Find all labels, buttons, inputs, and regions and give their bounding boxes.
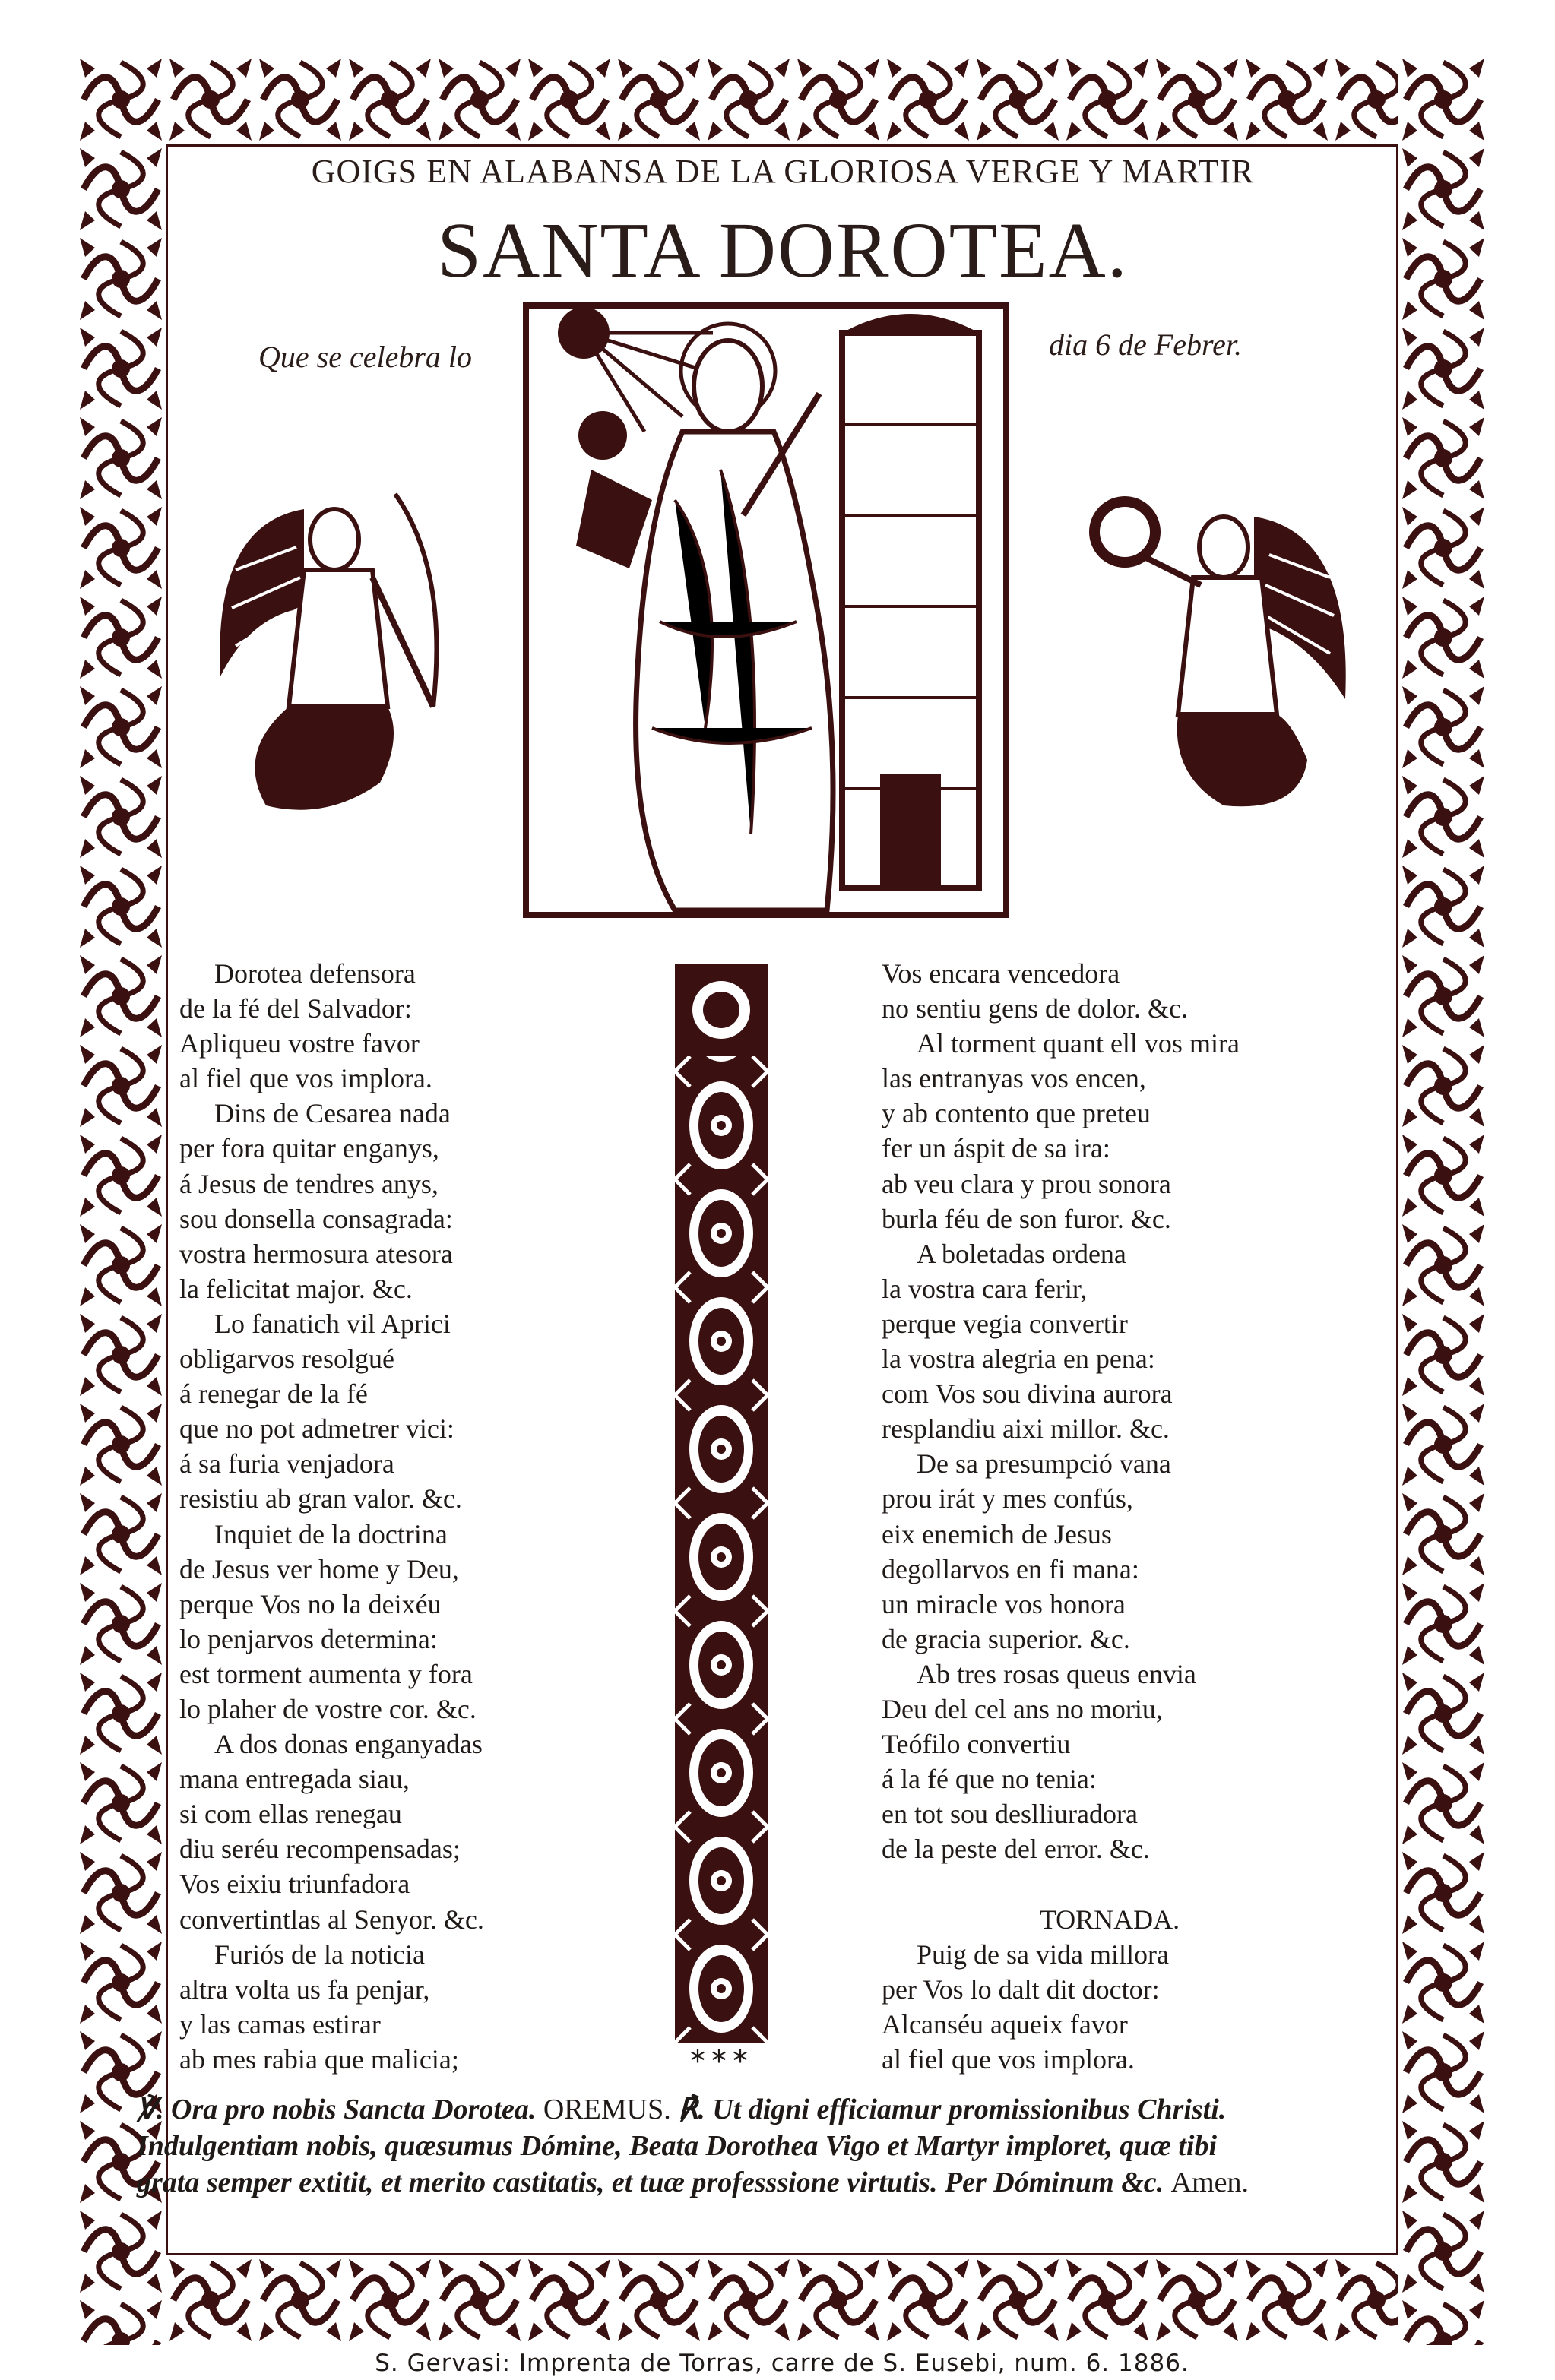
verse-line: la vostra alegria en pena: xyxy=(882,1343,1155,1375)
prayer-line-3: grata semper extitit, et merito castitatis, et tuæ professsione virtutis. Per Dóminum &c. xyxy=(137,2166,1164,2198)
laurel-wreath-icon xyxy=(1094,502,1155,562)
verse-line: Lo fanatich vil Aprici xyxy=(214,1308,451,1339)
verse-line: Deu del cel ans no moriu, xyxy=(882,1693,1163,1724)
decorative-border-left xyxy=(76,55,166,2345)
verse-line: ab mes rabia que malicia; xyxy=(179,2043,459,2075)
verse-line: eix enemich de Jesus xyxy=(882,1518,1112,1549)
verse-line: y ab contento que preteu xyxy=(882,1098,1151,1129)
verse-line: que no pot admetrer vici: xyxy=(179,1413,454,1445)
versicle: ℣. Ora pro nobis Sancta Dorotea. xyxy=(137,2094,537,2125)
stars-ornament: *** xyxy=(690,2044,754,2079)
verse-line: obligarvos resolgué xyxy=(179,1343,394,1375)
prayer-line-2: Indulgentiam nobis, quæsumus Dómine, Beata Dorothea Vigo et Martyr imploret, quæ tibi xyxy=(137,2130,1218,2162)
roses-basket-icon xyxy=(578,411,627,460)
decorative-border-bottom xyxy=(76,2255,1488,2345)
verse-line: sou donsella consagrada: xyxy=(179,1203,453,1234)
prayer-block xyxy=(137,2091,1429,2201)
verse-line: si com ellas renegau xyxy=(179,1799,402,1830)
verse-line: diu seréu recompensadas; xyxy=(179,1834,461,1865)
verse-line: y las camas estirar xyxy=(179,2008,381,2040)
goigs-heading: GOIGS EN ALABANSA DE LA GLORIOSA VERGE Y MARTIR xyxy=(311,153,1255,190)
tornada-line: per Vos lo dalt dit doctor: xyxy=(882,1973,1160,2005)
verse-line: no sentiu gens de dolor. &c. xyxy=(882,993,1188,1024)
tower-icon xyxy=(842,314,979,888)
verse-line: un miracle vos honora xyxy=(882,1588,1126,1619)
verse-line: vostra hermosura atesora xyxy=(179,1238,453,1269)
verse-line: A boletadas ordena xyxy=(917,1238,1126,1269)
verse-line: convertintlas al Senyor. &c. xyxy=(179,1904,484,1935)
verse-line: Al torment quant ell vos mira xyxy=(917,1028,1240,1059)
verse-line: mana entregada siau, xyxy=(179,1764,410,1795)
verse-line: degollarvos en fi mana: xyxy=(882,1553,1139,1584)
verse-line: de Jesus ver home y Deu, xyxy=(179,1553,459,1584)
ornamental-center-column xyxy=(675,964,768,2043)
saint-dorothea-woodcut xyxy=(523,302,1009,918)
verse-line: lo penjarvos determina: xyxy=(179,1623,438,1654)
response: ℟. Ut digni efficiamur promissionibus Christi. xyxy=(678,2094,1227,2125)
amen: Amen. xyxy=(1170,2166,1249,2198)
verse-line: perque vegia convertir xyxy=(882,1308,1128,1339)
tornada-heading: TORNADA. xyxy=(1039,1904,1180,1935)
verse-line: de la peste del error. &c. xyxy=(882,1834,1150,1865)
verse-line: per fora quitar enganys, xyxy=(179,1133,439,1164)
verse-line: en tot sou deslliuradora xyxy=(882,1799,1138,1830)
verse-line: de gracia superior. &c. xyxy=(882,1623,1130,1654)
verse-line: la felicitat major. &c. xyxy=(179,1273,413,1304)
verse-line: perque Vos no la deixéu xyxy=(179,1588,442,1619)
stanza-gap xyxy=(882,1866,1383,1901)
verse-line: lo plaher de vostre cor. &c. xyxy=(179,1693,477,1724)
verse-line: A dos donas enganyadas xyxy=(214,1729,483,1760)
verse-line: al fiel que vos implora. xyxy=(179,1063,432,1094)
verse-line: Dorotea defensora xyxy=(214,958,416,989)
verse-line: Ab tres rosas queus envia xyxy=(917,1658,1196,1689)
decorative-border-right xyxy=(1398,55,1488,2345)
verse-line: Furiós de la noticia xyxy=(214,1938,425,1970)
verse-line: De sa presumpció vana xyxy=(917,1448,1171,1480)
verse-line: altra volta us fa penjar, xyxy=(179,1973,430,2005)
verse-line: á Jesus de tendres anys, xyxy=(179,1168,439,1199)
tornada-line: Puig de sa vida millora xyxy=(917,1938,1169,1970)
verse-line: resistiu ab gran valor. &c. xyxy=(179,1483,462,1514)
oremus-label: OREMUS. xyxy=(543,2094,671,2125)
verse-line: á sa furia venjadora xyxy=(179,1448,394,1480)
verses-left-column xyxy=(179,956,666,2077)
verse-line: las entranyas vos encen, xyxy=(882,1063,1146,1094)
angel-with-palm-left xyxy=(205,479,479,828)
verse-line: Teófilo convertiu xyxy=(882,1729,1071,1760)
verse-line: Inquiet de la doctrina xyxy=(214,1518,448,1549)
verse-line: la vostra cara ferir, xyxy=(882,1273,1088,1304)
verse-line: Apliqueu vostre favor xyxy=(179,1028,420,1059)
verse-line: Dins de Cesarea nada xyxy=(214,1098,451,1129)
verse-line: fer un áspit de sa ira: xyxy=(882,1133,1110,1164)
angel-with-wreath-right xyxy=(1079,486,1360,821)
verse-line: á renegar de la fé xyxy=(179,1378,368,1410)
verse-line: ab veu clara y prou sonora xyxy=(882,1168,1171,1199)
verse-line: de la fé del Salvador: xyxy=(179,993,412,1024)
tornada-line: Alcanséu aqueix favor xyxy=(882,2008,1128,2040)
verse-line: Vos encara vencedora xyxy=(882,958,1120,989)
verse-line: á la fé que no tenia: xyxy=(882,1764,1097,1795)
decorative-border-top xyxy=(76,55,1488,144)
verse-line: resplandiu aixi millor. &c. xyxy=(882,1413,1170,1445)
verse-line: burla féu de son furor. &c. xyxy=(882,1203,1171,1234)
verse-line: com Vos sou divina aurora xyxy=(882,1378,1173,1410)
printer-imprint: S. Gervasi: Imprenta de Torras, carre de S. Eusebi, num. 6. 1886. xyxy=(375,2350,1189,2377)
verse-line: est torment aumenta y fora xyxy=(179,1658,473,1689)
verse-line: Vos eixiu triunfadora xyxy=(179,1869,410,1900)
tornada-line: al fiel que vos implora. xyxy=(882,2043,1135,2075)
page-title: SANTA DOROTEA. xyxy=(437,207,1129,294)
subtitle-right: dia 6 de Febrer. xyxy=(1049,328,1243,362)
verses-right-column xyxy=(882,956,1383,2077)
subtitle-left: Que se celebra lo xyxy=(258,340,473,374)
verse-line: prou irát y mes confús, xyxy=(882,1483,1133,1514)
